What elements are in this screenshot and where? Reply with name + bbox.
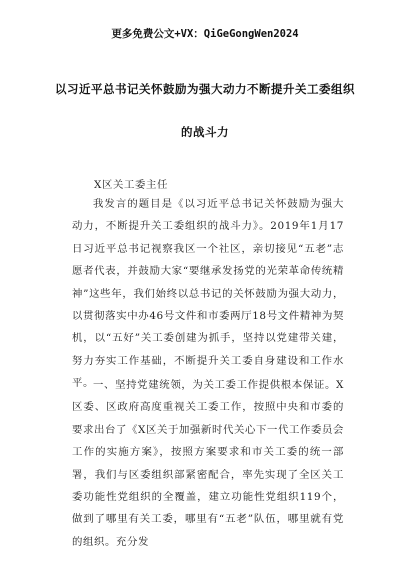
author-line: X区关工委主任 — [94, 179, 168, 191]
body-paragraph: 一、坚持党建统领，为关工委工作提供根本保证。X区委、区政府高度重视关工委工作，按照中央和市委的要求出台了《X区关于加强新时代关心下一代工作委员会工作的实施方案》，按照方案要求和市关工委的统一部署，我们与区委组织部紧密配合，率先实现了全区关工委功能性党组织的全覆盖，建立功能性党组织119个，做到了哪里有关工委，哪里有“五老”队伍，哪里就有党的组织。充分发 — [72, 379, 344, 548]
watermark-header: 更多免费公文+VX：QiGeGongWen2024 — [111, 28, 299, 40]
body-paragraph: 我发言的题目是《以习近平总书记关怀鼓励为强大动力，不断提升关工委组织的战斗力》。2019年1月17日习近平总书记视察我区一个社区，亲切接见“五老”志愿者代表，并鼓励大家“要继承发扬党的光荣革命传统精神”这些年，我们始终以总书记的关怀鼓励为强大动力，以贯彻落实中办46号文件和市委两厅18号文件精神为契机，以“五好”关工委创建为抓手，坚持以党建带关建，努力夯实工作基础，不断提升关工委自身建设和工作水平。 — [72, 198, 344, 390]
document-title-line-2: 的战斗力 — [181, 125, 229, 139]
document-title-line-1: 以习近平总书记关怀鼓励为强大动力不断提升关工委组织 — [55, 82, 355, 96]
